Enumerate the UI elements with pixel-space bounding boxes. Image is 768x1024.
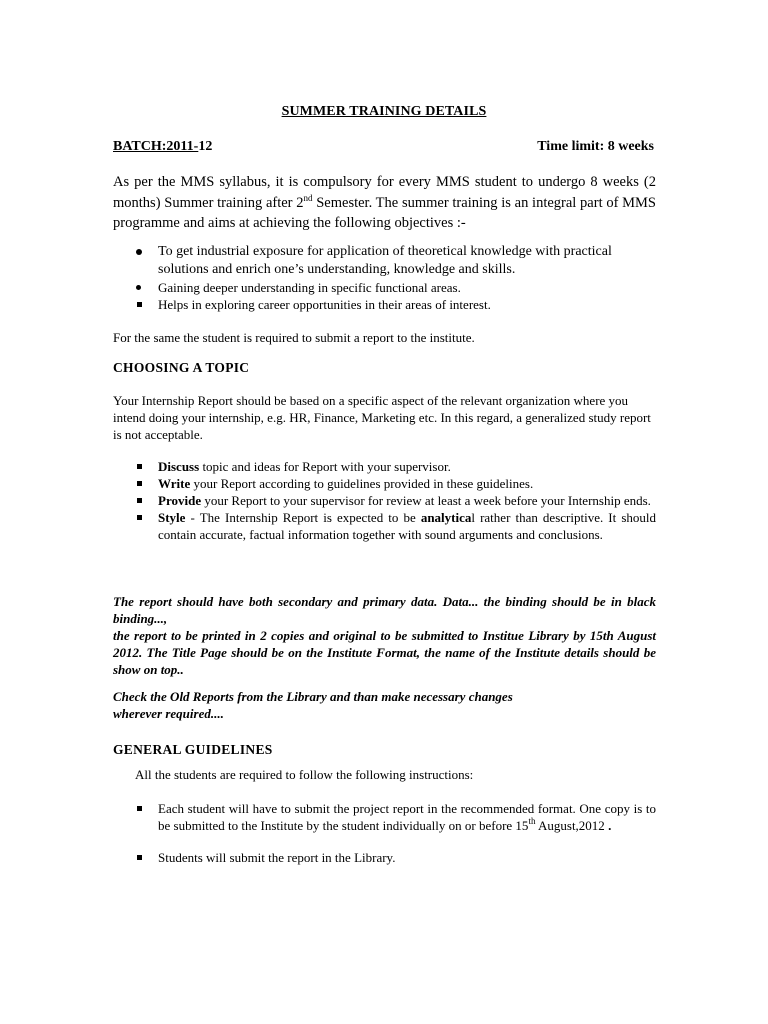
bullet-square-icon — [137, 806, 142, 811]
item-text: your Report according to guidelines provided in these guidelines. — [190, 476, 534, 491]
page-title: SUMMER TRAINING DETAILS — [281, 104, 487, 119]
list-item — [113, 458, 656, 475]
item-text: topic and ideas for Report with your supervisor. — [199, 459, 451, 474]
batch-year-suffix: 12 — [198, 139, 213, 154]
batch-label-text: BATCH:2011- — [113, 139, 199, 154]
bullet-dot-icon — [136, 249, 142, 255]
bullet-square-icon — [137, 302, 142, 307]
item-bold: Style — [158, 510, 186, 525]
list-item — [113, 296, 656, 313]
intro-paragraph — [113, 172, 656, 234]
item-text: Each student will have to submit the project report in the recommended format. One copy is to be submitted to the Institute by the student individually on or before 15 — [158, 801, 656, 833]
list-item — [113, 475, 656, 492]
topic-guidelines-list — [113, 458, 656, 543]
item-tail-bold: . — [608, 818, 612, 833]
time-limit: Time limit: 8 weeks — [537, 139, 654, 154]
objective-text: Gaining deeper understanding in specific functional areas. — [158, 280, 461, 295]
note-old-reports-line-1: Check the Old Reports from the Library and than make necessary changes — [113, 689, 513, 704]
note-copies: the report to be printed in 2 copies and original to be submitted to Institue Library by 15th August 2012. The Title Page should be on the Institute Format, the name of the Institute details should be show on top.. — [113, 628, 656, 677]
intro-text-1: As per the MMS syllabus, it is compulsory for every MMS student to undergo 8 weeks (2 months) Summer training after 2 — [113, 174, 656, 211]
batch-row — [113, 139, 654, 155]
objective-text: To get industrial exposure for application of theoretical knowledge with practical solutions and enrich one’s understanding, knowledge and skills. — [158, 244, 612, 277]
item-text: l rather than descriptive. It should contain accurate, factual information together with sound arguments and conclusions. — [158, 510, 656, 542]
item-tail: August,2012 — [538, 818, 609, 833]
batch-label — [113, 139, 212, 155]
note-binding: The report should have both secondary and primary data. Data... the binding should be in black binding..., — [113, 594, 656, 626]
bullet-square-icon — [137, 498, 142, 503]
general-guidelines-intro: All the students are required to follow the following instructions: — [135, 767, 474, 782]
intro-superscript: nd — [303, 192, 313, 203]
item-bold: Discuss — [158, 459, 200, 474]
item-bold-2: analytica — [420, 510, 472, 525]
choosing-topic-heading: CHOOSING A TOPIC — [113, 360, 250, 375]
list-item — [113, 243, 656, 279]
list-item — [113, 800, 656, 834]
intro-text-2: Semester. The summer training is an integral part of MMS programme and aims at achieving the following objectives :- — [113, 194, 656, 231]
objective-text: Helps in exploring career opportunities in their areas of interest. — [158, 297, 491, 312]
item-bold: Provide — [158, 493, 202, 508]
choosing-topic-paragraph: Your Internship Report should be based on a specific aspect of the relevant organization where you intend doing your internship, e.g. HR, Finance, Marketing etc. In this regard, a generalized study report is not acceptable. — [113, 393, 651, 442]
objectives-list — [113, 243, 656, 313]
list-item — [113, 849, 656, 866]
item-superscript: th — [528, 816, 536, 826]
general-guidelines-list — [113, 800, 656, 866]
note-old-reports-line-2: wherever required.... — [113, 706, 224, 721]
bullet-square-icon — [137, 855, 142, 860]
report-requirement: For the same the student is required to submit a report to the institute. — [113, 330, 475, 345]
bullet-square-icon — [137, 481, 142, 486]
item-text: Students will submit the report in the Library. — [158, 850, 396, 865]
list-item — [113, 279, 656, 296]
bullet-square-icon — [137, 515, 142, 520]
list-item — [113, 509, 656, 543]
item-text: your Report to your supervisor for review at least a week before your Internship ends. — [201, 493, 651, 508]
item-bold: Write — [158, 476, 191, 491]
note-old-reports — [113, 688, 656, 722]
item-text-before: - The Internship Report is expected to be — [185, 510, 421, 525]
list-item — [113, 492, 656, 509]
bullet-square-icon — [137, 464, 142, 469]
general-guidelines-heading: GENERAL GUIDELINES — [113, 742, 273, 757]
bullet-dot-icon — [136, 285, 141, 290]
